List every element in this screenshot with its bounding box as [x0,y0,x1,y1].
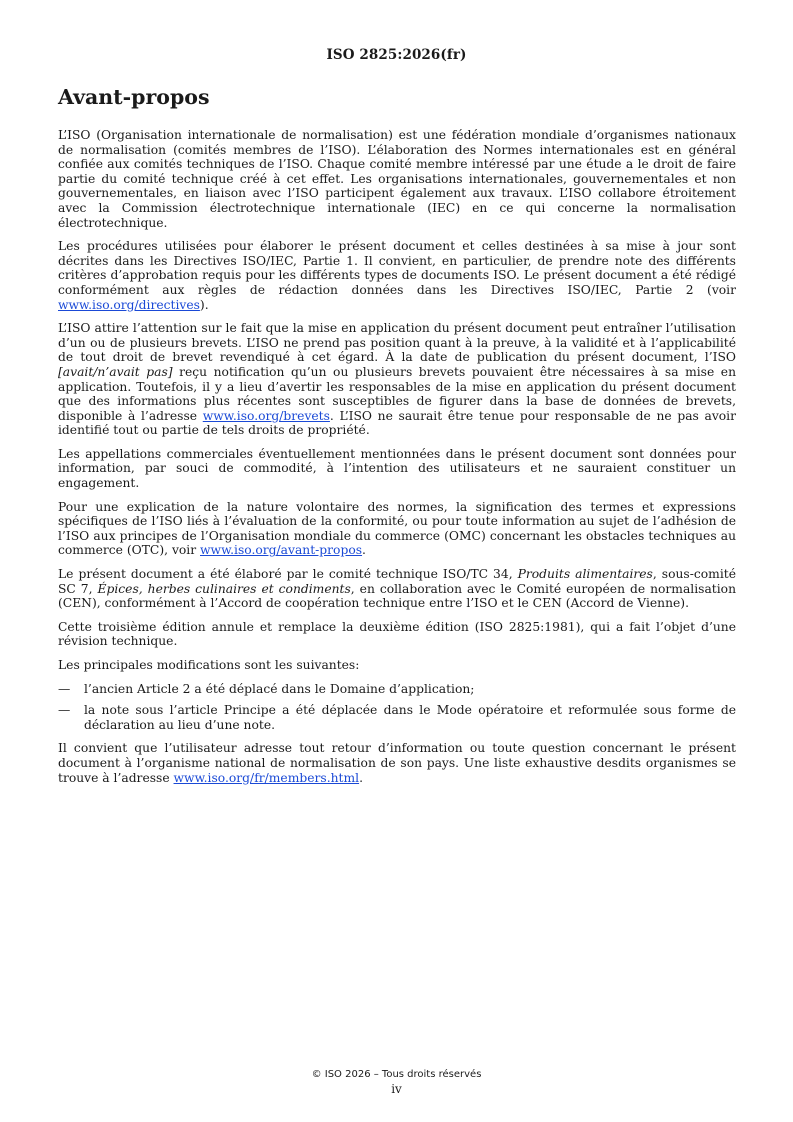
list-item-text: l’ancien Article 2 a été déplacé dans le Domaine d’application; [84,681,475,696]
paragraph-text: , en collaboration avec le Comité européen de normalisation (CEN), conformément à l’Accord de coopération technique entre l’ISO et le CEN (Accord de Vienne). [58,581,736,611]
document-body [58,84,736,794]
paragraph-feedback [58,741,736,785]
paragraph-text: ). [199,297,209,312]
list-item [58,682,736,697]
paragraph-procedures [58,239,736,312]
paragraph-trade-names: Les appellations commerciales éventuellement mentionnées dans le présent document sont données pour information, par souci de commodité, à l’intention des utilisateurs et ne sauraient constituer un engagement. [58,446,736,491]
paragraph-text: reçu notification qu’un ou plusieurs brevets pouvaient être nécessaires à sa mise en application. Toutefois, il y a lieu d’avertir les responsables de la mise en application du présent document que des informations plus récentes sont susceptibles de figurer dans la base de données de brevets, disponible à l’adresse [58,364,736,423]
directives-link[interactable]: www.iso.org/directives [58,297,200,312]
paragraph-text: Le présent document a été élaboré par le comité technique ISO/TC 34, [58,567,518,582]
paragraph-text: . [362,543,366,558]
document-id: ISO 2825:2026(fr) [326,47,467,63]
page-title: Avant-propos [58,85,210,109]
committee-name: Produits alimentaires [517,567,653,582]
paragraph-text: . [359,770,363,785]
paragraph-text: Les procédures utilisées pour élaborer le présent document et celles destinées à sa mise à jour sont décrites dans les Directives ISO/IEC, Partie 1. Il convient, en particulier, de prendre note des différents critères d’approbation requis pour les différents types de documents ISO. Le présent document a été rédigé conformément aux règles de rédaction données dans les Directives ISO/IEC, Partie 2 (voir [58,239,736,297]
paragraph-text: . L’ISO ne saurait être tenue pour responsable de ne pas avoir identifié tout ou partie de tels droits de propriété. [58,408,736,438]
subcommittee-name: Épices, herbes culinaires et condiments [97,581,351,596]
paragraph-voluntary-nature [58,500,736,558]
changes-list [58,682,736,733]
page-footer [0,1068,793,1096]
paragraph-text: Pour une explication de la nature volontaire des normes, la signification des termes et expressions spécifiques de l’ISO liés à l’évaluation de la conformité, ou pour toute information au sujet de l’adhésion de l’ISO aux principes de l’Organisation mondiale du commerce (OMC) concernant les obstacles techniques au commerce (OTC), voir [58,499,736,558]
paragraph-patents [58,321,736,438]
paragraph-changes-intro: Les principales modifications sont les suivantes: [58,658,360,672]
copyright-notice: © ISO 2026 – Tous droits réservés [311,1069,482,1080]
page-number: iv [391,1082,402,1096]
document-header [0,47,793,63]
list-dash-marker: — [58,703,71,718]
members-link[interactable]: www.iso.org/fr/members.html [173,770,360,785]
paragraph-iso-intro: L’ISO (Organisation internationale de normalisation) est une fédération mondiale d’organismes nationaux de normalisation (comités membres de l’ISO). L’élaboration des Normes internationales est en général confiée aux comités techniques de l’ISO. Chaque comité membre intéressé par une étude a le droit de faire partie du comité technique créé à cet effet. Les organisations internationales, gouvernementales et non gouvernementales, en liaison avec l’ISO participent également aux travaux. L’ISO collabore étroitement avec la Commission électrotechnique internationale (IEC) en ce qui concerne la normalisation électrotechnique. [58,128,736,230]
foreword-link[interactable]: www.iso.org/avant-propos [200,543,363,558]
patents-link[interactable]: www.iso.org/brevets [202,408,330,423]
list-item-text: la note sous l’article Principe a été déplacée dans le Mode opératoire et reformulée sous forme de déclaration au lieu d’une note. [84,703,736,732]
patent-status-placeholder: [avait/n’avait pas] [58,364,173,379]
list-item [58,703,736,732]
paragraph-text: Il convient que l’utilisateur adresse tout retour d’information ou toute question concernant le présent document à l’organisme national de normalisation de son pays. Une liste exhaustive desdits organismes se trouve à l’adresse [58,741,736,785]
list-dash-marker: — [58,681,71,696]
paragraph-committee [58,567,736,611]
paragraph-text: L’ISO attire l’attention sur le fait que la mise en application du présent document peut entraîner l’utilisation d’un ou de plusieurs brevets. L’ISO ne prend pas position quant à la preuve, à la validité et à l’applicabilité de tout droit de brevet revendiqué à cet égard. À la date de publication du présent document, l’ISO [58,321,736,365]
paragraph-text: , sous-comité SC 7, [58,567,736,596]
paragraph-edition: Cette troisième édition annule et remplace la deuxième édition (ISO 2825:1981), qui a fait l’objet d’une révision technique. [58,619,736,649]
